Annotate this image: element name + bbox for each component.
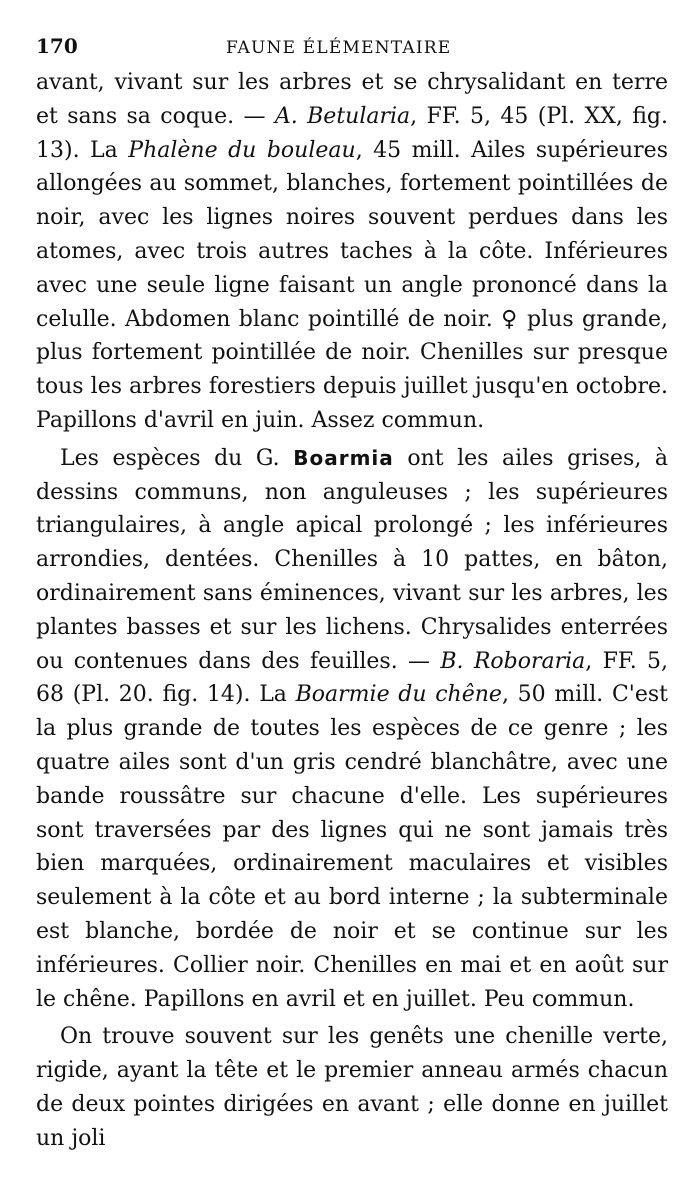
text-segment: , 50 mill. C'est la plus grande de toutes les espèces de ce genre ; les quatre ailes sont d'un gris cendré blanchâtre, avec une bande roussâtre sur chacune d'elle. Les supérieures sont traversées par des lignes qui ne sont jamais très bien marquées, ordinairement maculaires et visibles seulement à la côte et au bord interne ; la subterminale est blanche, bordée de noir et se continue sur les inférieures. Collier noir. Chenilles en mai et en août sur le chêne. Papillons en avril et en juillet. Peu commun.: [36, 682, 669, 1012]
common-name: Phalène du bouleau: [128, 137, 356, 163]
genus-name: Boarmia: [293, 445, 394, 470]
text-segment: On trouve souvent sur les genêts une chenille verte, rigide, ayant la tête et le premier anneau armés chacun de deux pointes dirigées en avant ; elle donne en juillet un joli: [36, 1024, 668, 1151]
text-segment: , FF. 5, 45 (Pl. XX, fig. 13). La: [36, 103, 668, 163]
text-segment: avant, vivant sur les arbres et se chrysalidant en terre et sans sa coque. —: [36, 70, 668, 129]
common-name: Boarmie du chêne: [295, 682, 502, 708]
paragraph: [36, 1020, 668, 1155]
species-name: B. Roboraria: [440, 648, 586, 674]
page-number: 170: [36, 34, 78, 58]
paragraph: [36, 66, 668, 438]
text-segment: , FF. 5, 68 (Pl. 20. fig. 14). La: [36, 648, 668, 708]
text-segment: , 45 mill. Ailes supérieures allongées au sommet, blanches, fortement pointillées de noir, avec les lignes noires souvent perdues dans les atomes, avec trois autres taches à la côte. Inférieures avec une seule ligne faisant un angle prononcé dans la celulle. Abdomen blanc pointillé de noir. ♀ plus grande, plus fortement pointillée de noir. Chenilles sur presque tous les arbres forestiers depuis juillet jusqu'en octobre. Papillons d'avril en juin. Assez commun.: [36, 137, 668, 433]
running-title: FAUNE ÉLÉMENTAIRE: [226, 38, 452, 58]
species-name: A. Betularia: [274, 103, 411, 129]
text-segment: Les espèces du G.: [60, 445, 294, 471]
page-header: [36, 34, 668, 62]
text-segment: ont les ailes grises, à dessins communs, non anguleuses ; les supérieures triangulaires, à angle apical prolongé ; les inférieures arrondies, dentées. Chenilles à 10 pattes, en bâton, ordinairement sans éminences, vivant sur les arbres, les plantes basses et sur les lichens. Chrysalides enterrées ou contenues dans des feuilles. —: [36, 445, 668, 674]
body-text: [36, 66, 668, 1156]
paragraph: [36, 442, 668, 1017]
